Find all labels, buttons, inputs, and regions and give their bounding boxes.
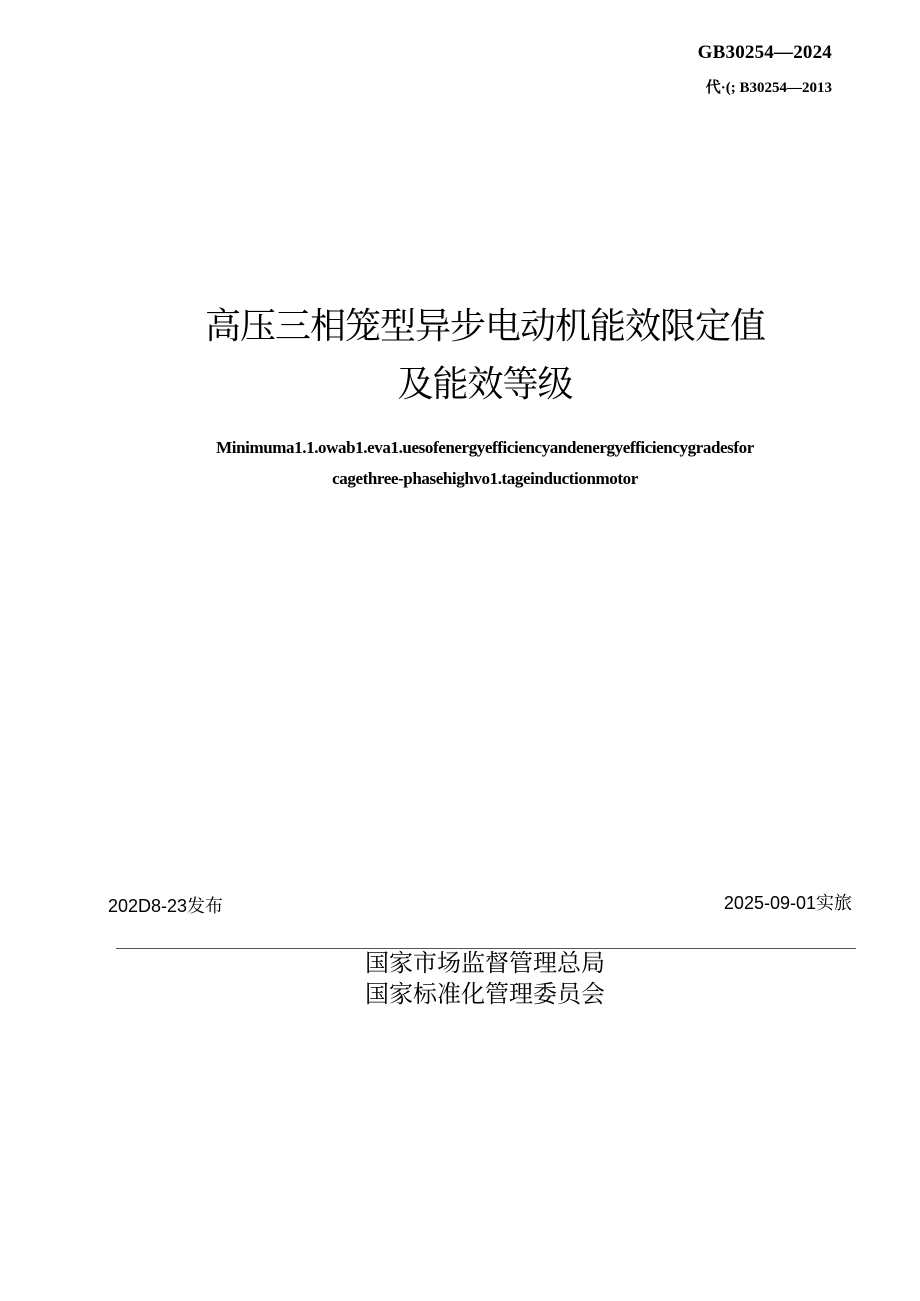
english-title-line-2: cagethree-phasehighvo1.tageinductionmotor — [332, 469, 638, 488]
english-title — [0, 432, 920, 494]
chinese-title — [0, 298, 920, 414]
implementation-date: 2025-09-01实旅 — [723, 893, 852, 913]
standard-number: GB30254—2024 — [697, 42, 832, 63]
english-title-line-1: Minimuma1.1.owab1.eva1.uesofenergyefficiencyandenergyefficiencygradesfor — [216, 438, 754, 457]
issue-date: 202D8-23发布 — [108, 896, 224, 916]
issuing-authorities — [0, 948, 920, 1010]
chinese-title-line-1: 高压三相笼型异步电动机能效限定值 — [204, 306, 765, 347]
issuer-samr: 国家市场监督管理总局 — [365, 949, 605, 977]
chinese-title-line-2: 及能效等级 — [397, 364, 573, 405]
replaces-standard: 代·(; B30254—2013 — [705, 80, 832, 96]
issuer-sac: 国家标准化管理委员会 — [365, 980, 605, 1008]
